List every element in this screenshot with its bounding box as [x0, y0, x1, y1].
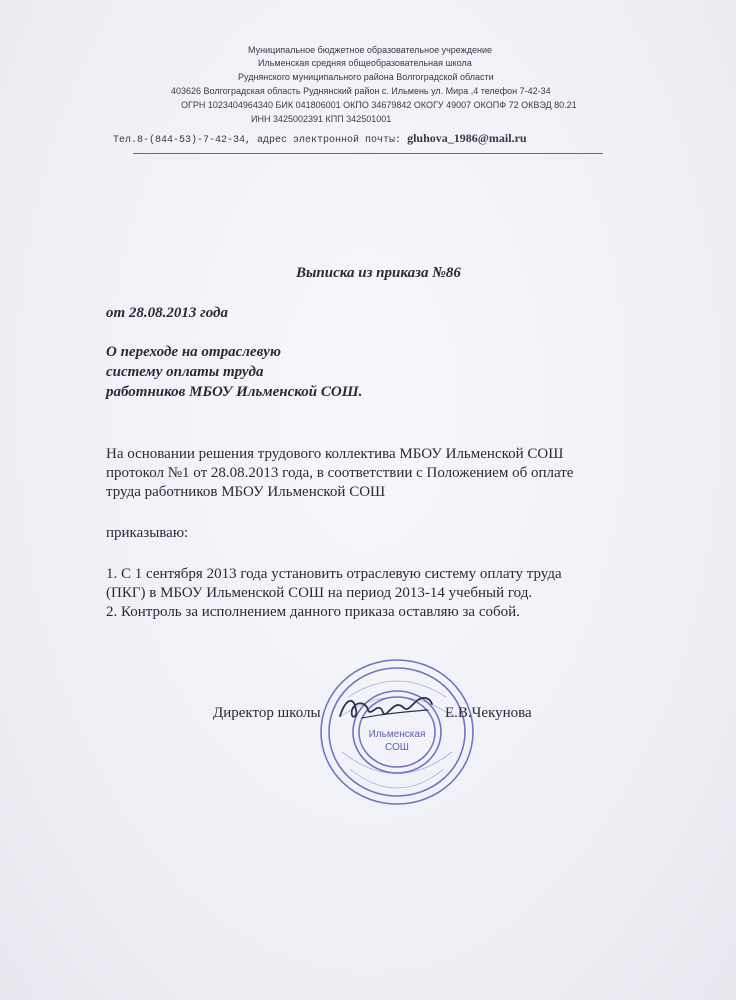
school-seal-stamp	[318, 657, 476, 807]
email-text: gluhova_1986@mail.ru	[407, 131, 527, 145]
letterhead-line: Ильменская средняя общеобразовательная школа	[258, 58, 472, 68]
document-title: Выписка из приказа №86	[296, 265, 461, 281]
letterhead-address: 403626 Волгоградская область Руднянский район с. Ильмень ул. Мира ,4 телефон 7-42-34	[171, 86, 551, 96]
subject-line: работников МБОУ Ильменской СОШ.	[106, 384, 363, 400]
header-divider	[133, 153, 603, 154]
document-date: от 28.08.2013 года	[106, 305, 228, 321]
basis-paragraph	[106, 445, 573, 502]
order-item: 2. Контроль за исполнением данного приказа оставляю за собой.	[106, 604, 520, 620]
signer-name: Е.В.Чекунова	[445, 705, 532, 721]
basis-line: труда работников МБОУ Ильменской СОШ	[106, 484, 386, 500]
basis-line: На основании решения трудового коллектива МБОУ Ильменской СОШ	[106, 446, 564, 462]
letterhead-line: Руднянского муниципального района Волгоградской области	[238, 72, 494, 82]
order-items	[106, 565, 562, 622]
stamp-text: СОШ	[385, 742, 409, 753]
letterhead-line: Муниципальное бюджетное образовательное учреждение	[248, 45, 492, 55]
order-word: приказываю:	[106, 525, 189, 541]
letterhead-codes: ОГРН 1023404964340 БИК 041806001 ОКПО 34679842 ОКОГУ 49007 ОКОПФ 72 ОКВЭД 80.21	[181, 100, 577, 110]
document-subject	[106, 342, 362, 402]
order-item: (ПКГ) в МБОУ Ильменской СОШ на период 2013-14 учебный год.	[106, 585, 533, 601]
signer-role: Директор школы	[213, 705, 321, 721]
handwritten-signature	[332, 688, 442, 728]
contact-line	[113, 131, 527, 146]
subject-line: систему оплаты труда	[106, 364, 264, 380]
letterhead-inn: ИНН 3425002391 КПП 342501001	[251, 114, 392, 124]
subject-line: О переходе на отраслевую	[106, 344, 281, 360]
stamp-text: Ильменская	[368, 729, 426, 740]
phone-text: Тел.8-(844-53)-7-42-34, адрес электронной почты:	[113, 135, 402, 146]
basis-line: протокол №1 от 28.08.2013 года, в соответствии с Положением об оплате	[106, 465, 574, 481]
order-item: 1. С 1 сентября 2013 года установить отраслевую систему оплату труда	[106, 566, 562, 582]
